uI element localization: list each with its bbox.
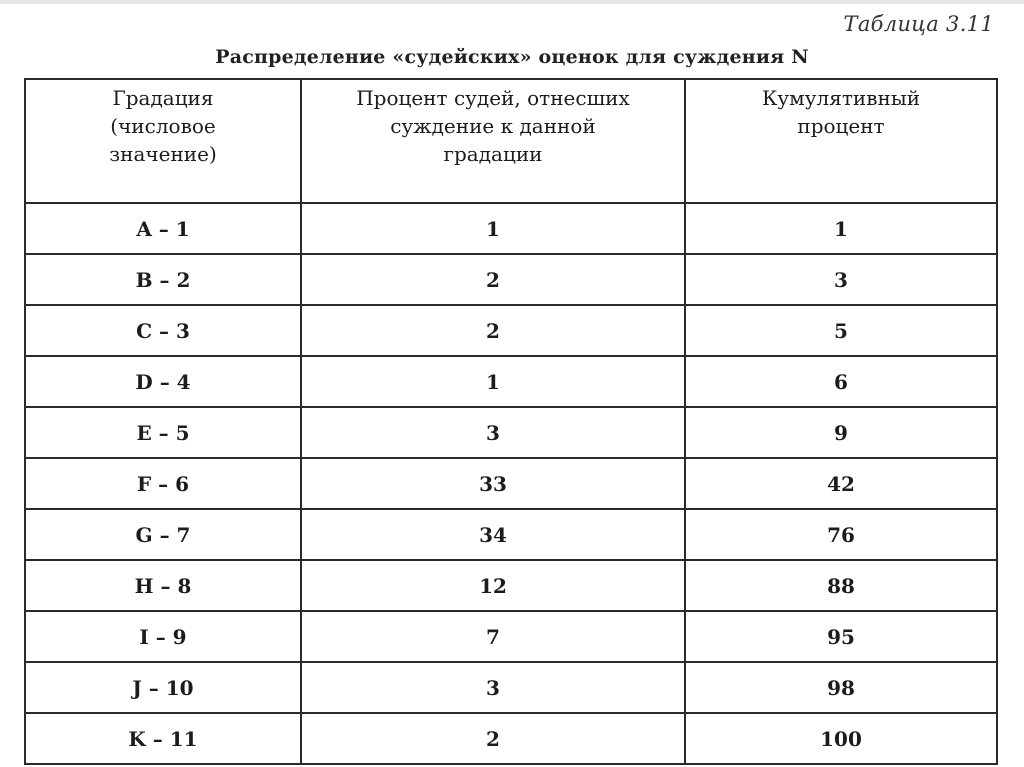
- cumulative-percent-cell: 100: [685, 713, 997, 764]
- judge-percent-cell: 3: [301, 662, 685, 713]
- gradation-cell: F – 6: [25, 458, 301, 509]
- table-row: [25, 356, 997, 407]
- table-number: Таблица 3.11: [843, 12, 994, 36]
- table-row: [25, 560, 997, 611]
- gradation-cell: D – 4: [25, 356, 301, 407]
- gradation-cell: A – 1: [25, 203, 301, 254]
- cumulative-percent-cell: 42: [685, 458, 997, 509]
- table-row: [25, 713, 997, 764]
- judge-percent-cell: 3: [301, 407, 685, 458]
- cumulative-percent-cell: 6: [685, 356, 997, 407]
- cumulative-percent-cell: 95: [685, 611, 997, 662]
- header-row: [25, 79, 997, 203]
- judge-percent-cell: 2: [301, 254, 685, 305]
- judge-percent-cell: 34: [301, 509, 685, 560]
- table-row: [25, 254, 997, 305]
- column-header-judge-percent: Процент судей, отнесших суждение к данной градации: [301, 79, 685, 203]
- gradation-cell: K – 11: [25, 713, 301, 764]
- table-row: [25, 407, 997, 458]
- cumulative-percent-cell: 1: [685, 203, 997, 254]
- column-header-cumulative-percent: Кумулятивный процент: [685, 79, 997, 203]
- gradation-cell: H – 8: [25, 560, 301, 611]
- judge-percent-cell: 12: [301, 560, 685, 611]
- table-row: [25, 203, 997, 254]
- table-row: [25, 305, 997, 356]
- cumulative-percent-cell: 88: [685, 560, 997, 611]
- judge-percent-cell: 2: [301, 305, 685, 356]
- gradation-cell: G – 7: [25, 509, 301, 560]
- table-title: Распределение «судейских» оценок для суждения N: [215, 46, 809, 68]
- cumulative-percent-cell: 3: [685, 254, 997, 305]
- judge-percent-cell: 33: [301, 458, 685, 509]
- gradation-cell: I – 9: [25, 611, 301, 662]
- judge-percent-cell: 1: [301, 356, 685, 407]
- cumulative-percent-cell: 5: [685, 305, 997, 356]
- gradation-cell: B – 2: [25, 254, 301, 305]
- judge-percent-cell: 1: [301, 203, 685, 254]
- judge-percent-cell: 2: [301, 713, 685, 764]
- gradation-cell: C – 3: [25, 305, 301, 356]
- table-row: [25, 509, 997, 560]
- judge-percent-cell: 7: [301, 611, 685, 662]
- cumulative-percent-cell: 76: [685, 509, 997, 560]
- table-row: [25, 662, 997, 713]
- table-row: [25, 611, 997, 662]
- page-top-edge: [0, 0, 1024, 4]
- column-header-gradation: Градация (числовое значение): [25, 79, 301, 203]
- cumulative-percent-cell: 98: [685, 662, 997, 713]
- cumulative-percent-cell: 9: [685, 407, 997, 458]
- table-row: [25, 458, 997, 509]
- data-table: [24, 78, 998, 765]
- gradation-cell: E – 5: [25, 407, 301, 458]
- gradation-cell: J – 10: [25, 662, 301, 713]
